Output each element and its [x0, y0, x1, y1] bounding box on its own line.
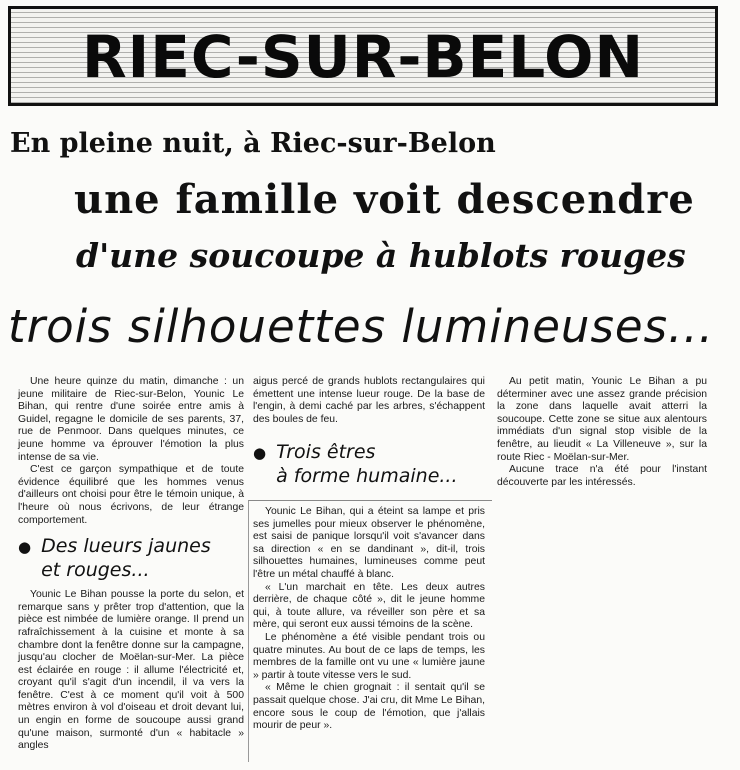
paragraph: Le phénomène a été visible pendant trois ou quatre minutes. Au bout de ce laps de temps, les membres de la famille ont vu une « lumière jaune » partir à toute vitesse vers le sud. [253, 631, 485, 681]
paragraph: Younic Le Bihan, qui a éteint sa lampe et pris ses jumelles pour mieux observer le phénomène, est saisi de panique lorsqu'il voit s'avancer dans sa direction « en se dandinant », dit-il, trois silhouettes humaines, lumineuses comme peut l'être un métal chauffé à blanc. [253, 506, 485, 580]
masthead-title: RIEC-SUR-BELON [82, 23, 644, 91]
paragraph: « L'un marchait en tête. Les deux autres derrière, de chaque côté », dit le jeune homme qui, à toute allure, va réveiller son père et sa mère, qui seront eux aussi témoins de la scène. [253, 581, 485, 631]
subheading-line: Des lueurs jaunes [41, 535, 211, 558]
subheading [18, 534, 244, 582]
main-headline: une famille voit descendre [74, 176, 695, 223]
bullet-icon: ● [253, 444, 267, 463]
paragraph: Au petit matin, Younic Le Bihan a pu déterminer avec une assez grande précision la zone dans laquelle avait atterri la soucoupe. Cette zone se situe aux alentours immédiats d'un signal stop visible de la fenêtre, au lieudit « La Villeneuve », sur la route Riec - Moëlan-sur-Mer. [497, 376, 707, 463]
tertiary-headline: trois silhouettes lumineuses... [8, 300, 714, 353]
article-column-2 [253, 376, 485, 495]
article-column-2-continued [253, 506, 485, 733]
paragraph: C'est ce garçon sympathique et de toute évidence équilibré que les hommes venus d'ailleurs ont choisi pour être le témoin unique, à l'heure où nous écrivons, de leur étrange comportement. [18, 464, 244, 526]
bullet-icon: ● [18, 538, 32, 557]
subheading [253, 440, 485, 488]
subheading-line: à forme humaine... [276, 465, 458, 488]
paragraph: aigus percé de grands hublots rectangulaires qui émettent une intense lueur rouge. De la base de l'engin, à demi caché par les arbres, s'échappent des boules de feu. [253, 376, 485, 425]
kicker-headline: En pleine nuit, à Riec-sur-Belon [10, 128, 496, 159]
subheading-line: et rouges... [41, 559, 150, 582]
article-column-3 [497, 376, 707, 489]
secondary-headline: d'une soucoupe à hublots rouges [76, 236, 686, 275]
article-column-1 [18, 376, 244, 753]
paragraph: Younic Le Bihan pousse la porte du selon, et remarque sans y prêter trop d'attention, que la pièce est nimbée de lumière orange. Il prend un rafraîchissement à la cuisine et monte à sa chambre dont la fenêtre donne sur la campagne, jusqu'au clocher de Moëlan-sur-Mer. La pièce est éclairée en rouge : il allume l'électricité et, croyant qu'il s'agit d'un incendil, il va vers la fenêtre. C'est à ce moment qu'il voit à 500 mètres environ à vol d'oiseau et droit devant lui, un engin en forme de soucoupe aussi grand qu'une maison, surmonté d'un « habitacle » angles [18, 589, 244, 752]
paragraph: Aucune trace n'a été pour l'instant découverte par les intéressés. [497, 464, 707, 488]
paragraph: « Même le chien grognait : il sentait qu'il se passait quelque chose. J'ai cru, dit Mme Le Bihan, encore sous le coup de l'émotion, que j'allais mourir de peur ». [253, 682, 485, 732]
masthead-banner [8, 6, 718, 106]
subheading-line: Trois êtres [276, 441, 376, 464]
paragraph: Une heure quinze du matin, dimanche : un jeune militaire de Riec-sur-Belon, Younic Le Bihan, qui rentre d'une soirée entre amis à Guidel, regagne le domicile de ses parents, 37, rue de Penmoor. Dans quelques minutes, ce jeune homme va éprouver l'émotion la plus intense de sa vie. [18, 376, 244, 463]
